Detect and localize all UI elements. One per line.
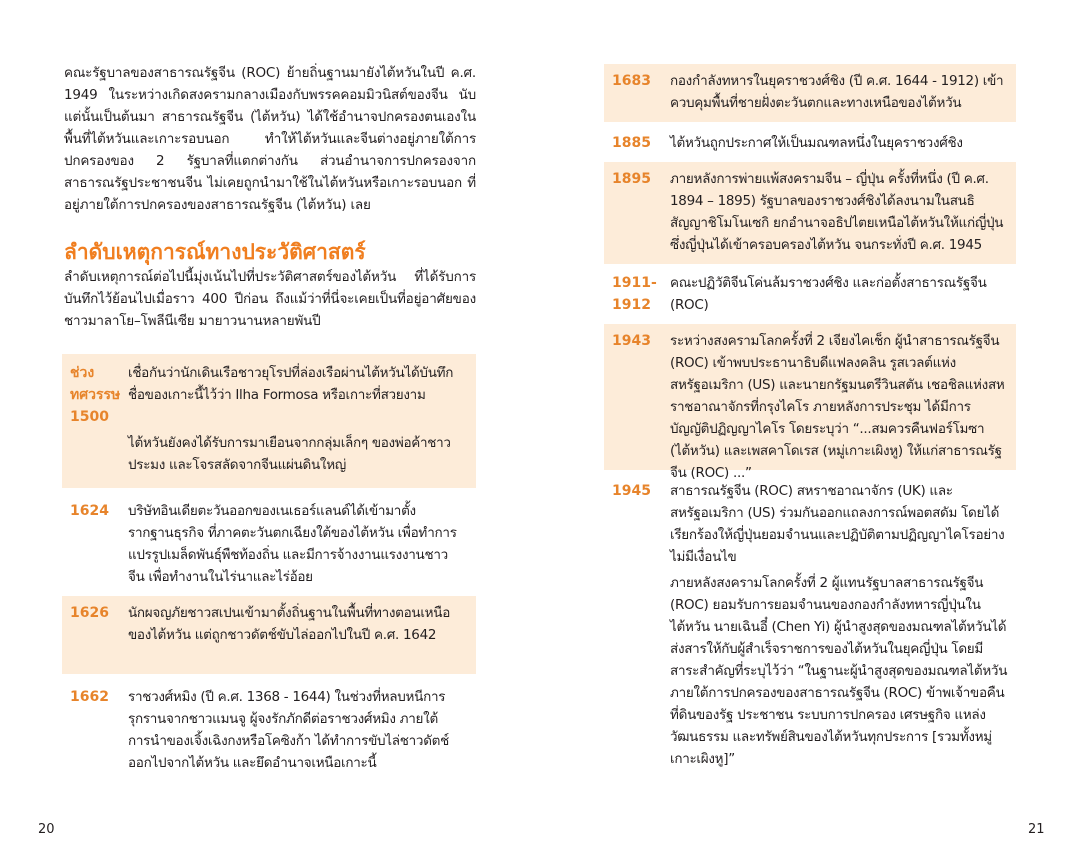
timeline-row [604, 64, 1016, 122]
timeline-year: 1662 [70, 689, 109, 705]
timeline-row [62, 354, 476, 488]
intro-paragraph: คณะรัฐบาลของสาธารณรัฐจีน (ROC) ย้ายถิ่นฐานมายังไต้หวันในปี ค.ศ. 1949 ในระหว่างเกิดสงครามกลางเมืองกับพรรคคอมมิวนิสต์ของจีน นับแต่นั้นเป็นต้นมา สาธารณรัฐจีน (ไต้หวัน) ได้ใช้อำนาจปกครองตนเองในพื้นที่ไต้หวันและเกาะรอบนอก ทำให้ไต้หวันและจีนต่างอยู่ภายใต้การปกครองของ 2 รัฐบาลที่แตกต่างกัน ส่วนอำนาจการปกครองจากสาธารณรัฐประชาชนจีน ไม่เคยถูกนำมาใช้ในไต้หวันหรือเกาะรอบนอก ที่อยู่ภายใต้การปกครองของสาธารณรัฐจีน (ไต้หวัน) เลย [64, 65, 476, 213]
timeline-text: นักผจญภัยชาวสเปนเข้ามาตั้งถิ่นฐานในพื้นที่ทางตอนเหนือของไต้หวัน แต่ถูกชาวดัตช์ขับไล่ออกไปในปี ค.ศ. 1642 [128, 605, 451, 643]
timeline-text: ภายหลังสงครามโลกครั้งที่ 2 ผู้แทนรัฐบาลสาธารณรัฐจีน (ROC) ยอมรับการยอมจำนนของกองกำลังทหารญี่ปุ่นในไต้หวัน นายเฉินอี๋ (Chen Yi) ผู้นำสูงสุดของมณฑลไต้หวันได้ส่งสารให้กับผู้สำเร็จราชการของไต้หวันในยุคญี่ปุ่น โดยมีสาระสำคัญที่ระบุไว้ว่า “ในฐานะผู้นำสูงสุดของมณฑลไต้หวัน ภายใต้การปกครองของสาธารณรัฐจีน (ROC) ข้าพเจ้าขอคืนที่ดินของรัฐ ประชาชน ระบบการปกครอง เศรษฐกิจ แหล่งวัฒนธรรม และทรัพย์สินของไต้หวันทุกประการ [รวมทั้งหมู่เกาะเผิงหู]” [670, 575, 1008, 767]
timeline-row [604, 474, 1016, 774]
timeline-year: 1943 [612, 333, 651, 349]
timeline-text: เชื่อกันว่านักเดินเรือชาวยุโรปที่ล่องเรือผ่านไต้หวันได้บันทึกชื่อของเกาะนี้ไว้ว่า Ilha Formosa หรือเกาะที่สวยงาม [128, 365, 454, 403]
timeline-year: 1885 [612, 135, 651, 151]
timeline-text: ภายหลังการพ่ายแพ้สงครามจีน – ญี่ปุ่น ครั้งที่หนึ่ง (ปี ค.ศ. 1894 – 1895) รัฐบาลของราชวงศ์ชิงได้ลงนามในสนธิสัญญาชิโมโนเซกิ ยกอำนาจอธิปไตยเหนือไต้หวันให้แก่ญี่ปุ่น ซึ่งญี่ปุ่นได้เข้าครอบครองไต้หวัน จนกระทั่งปี ค.ศ. 1945 [670, 171, 1004, 253]
timeline-year: 1911- 1912 [612, 275, 657, 313]
timeline-row [62, 596, 476, 674]
timeline-year: 1945 [612, 483, 651, 499]
right-page [540, 0, 1080, 863]
section-heading: ลำดับเหตุการณ์ทางประวัติศาสตร์ [64, 240, 366, 264]
timeline-row [604, 126, 1016, 160]
timeline-row [604, 324, 1016, 481]
page-number: 21 [1028, 822, 1045, 837]
timeline-text: ระหว่างสงครามโลกครั้งที่ 2 เจียงไคเช็ก ผู้นำสาธารณรัฐจีน (ROC) เข้าพบประธานาธิบดีแฟลงคลิน รูสเวลต์แห่งสหรัฐอเมริกา (US) และนายกรัฐมนตรีวินสตัน เชอชิลแห่งสหราชอาณาจักรที่กรุงไคโร ภายหลังการประชุม ได้มีการบัญญัติปฏิญญาไคโร โดยระบุว่า “...สมควรคืนฟอร์โมซา (ไต้หวัน) และเพสคาโดเรส (หมู่เกาะเผิงหู) ให้แก่สาธารณรัฐจีน (ROC) ...” [670, 333, 1005, 481]
timeline-text: บริษัทอินเดียตะวันออกของเนเธอร์แลนด์ได้เข้ามาตั้งรากฐานธุรกิจ ที่ภาคตะวันตกเฉียงใต้ของไต้หวัน เพื่อทำการแปรรูปเมล็ดพันธุ์พืชท้องถิ่น และมีการจ้างงานแรงงานชาวจีน เพื่อทำงานในไร่นาและไร่อ้อย [128, 503, 457, 585]
timeline-row [604, 162, 1016, 264]
timeline-row [604, 266, 1016, 320]
timeline-text: คณะปฏิวัติจีนโค่นล้มราชวงศ์ชิง และก่อตั้งสาธารณรัฐจีน (ROC) [670, 275, 987, 313]
timeline-text: กองกำลังทหารในยุคราชวงศ์ชิง (ปี ค.ศ. 1644 - 1912) เข้าควบคุมพื้นที่ชายฝั่งตะวันตกและทางเหนือของไต้หวัน [670, 73, 1004, 111]
timeline-text: ไต้หวันยังคงได้รับการมาเยือนจากกลุ่มเล็กๆ ของพ่อค้าชาวประมง และโจรสลัดจากจีนแผ่นดินใหญ่ [128, 435, 451, 473]
timeline-year: 1626 [70, 605, 109, 621]
timeline-year: 1895 [612, 171, 651, 187]
timeline-text: ราชวงศ์หมิง (ปี ค.ศ. 1368 - 1644) ในช่วงที่หลบหนีการรุกรานจากชาวแมนจู ผู้จงรักภักดีต่อราชวงศ์หมิง ภายใต้การนำของเจิ้งเฉิงกงหรือโคซิงก้า ได้ทำการขับไล่ชาวดัตช์ออกไปจากไต้หวัน และยึดอำนาจเหนือเกาะนี้ [128, 689, 449, 771]
timeline-row [62, 494, 476, 594]
timeline-text: ไต้หวันถูกประกาศให้เป็นมณฑลหนึ่งในยุคราชวงศ์ชิง [670, 135, 963, 151]
timeline-row [62, 680, 476, 780]
section-intro: ลำดับเหตุการณ์ต่อไปนี้มุ่งเน้นไปที่ประวัติศาสตร์ของไต้หวัน ที่ได้รับการบันทึกไว้ย้อนไปเมื่อราว 400 ปีก่อน ถึงแม้ว่าที่นี่จะเคยเป็นที่อยู่อาศัยของชาวมาลาโย–โพลีนีเซีย มายาวนานหลายพันปี [64, 269, 476, 329]
page-number: 20 [38, 822, 55, 837]
timeline-year: 1624 [70, 503, 109, 519]
timeline-year: 1683 [612, 73, 651, 89]
timeline-year: ช่วง ทศวรรษ 1500 [70, 365, 121, 425]
timeline-text: สาธารณรัฐจีน (ROC) สหราชอาณาจักร (UK) และสหรัฐอเมริกา (US) ร่วมกันออกแถลงการณ์พอตสดัม โดยได้เรียกร้องให้ญี่ปุ่นยอมจำนนและปฏิบัติตามปฏิญญาไคโรอย่างไม่มีเงื่อนไข [670, 483, 1005, 565]
